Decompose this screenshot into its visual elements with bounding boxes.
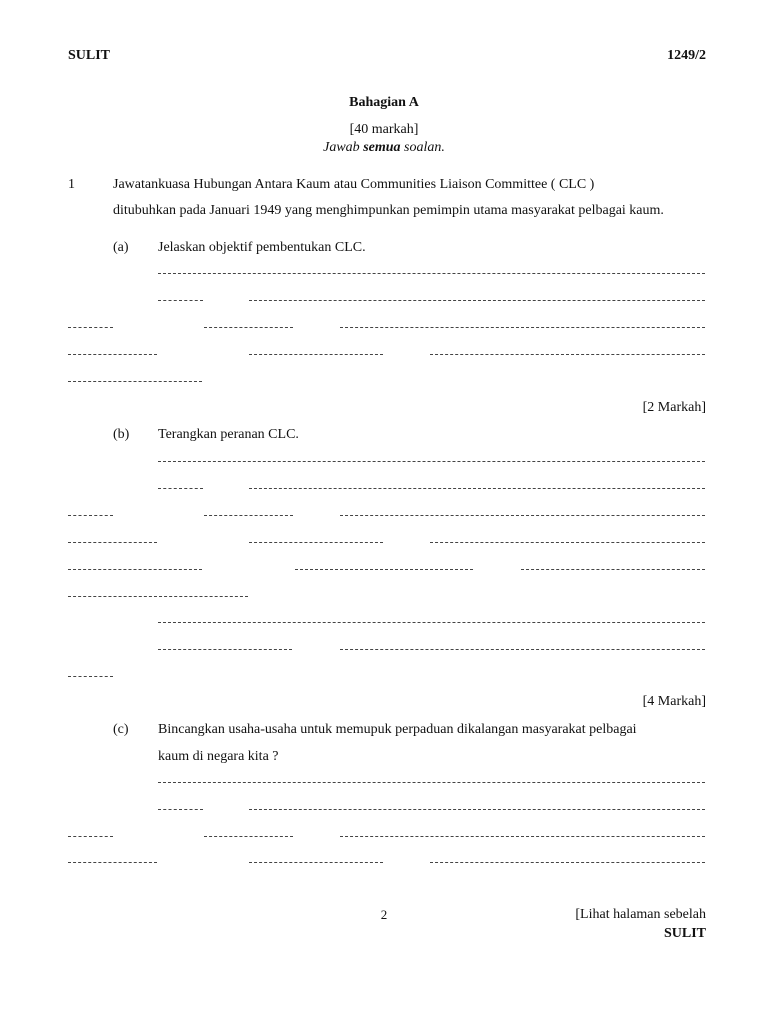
answer-line[interactable] [340,515,705,516]
answer-line[interactable] [68,862,157,863]
answer-line[interactable] [430,862,705,863]
part-a-label: (a) [113,240,129,255]
answer-line[interactable] [158,622,705,623]
answer-line[interactable] [295,569,473,570]
answer-line[interactable] [340,836,705,837]
answer-line[interactable] [430,354,705,355]
answer-line[interactable] [158,488,203,489]
answer-line[interactable] [249,300,705,301]
answer-line[interactable] [68,327,113,328]
answer-line[interactable] [158,809,203,810]
section-marks: [40 markah] [349,122,419,137]
answer-line[interactable] [521,569,705,570]
answer-line[interactable] [158,461,705,462]
answer-line[interactable] [249,809,705,810]
part-c-question-line-1: Bincangkan usaha-usaha untuk memupuk perpaduan dikalangan masyarakat pelbagai [158,722,637,737]
section-title: Bahagian A [349,95,419,110]
answer-line[interactable] [249,862,383,863]
answer-line[interactable] [68,596,248,597]
answer-line[interactable] [204,327,293,328]
part-b-marks: [4 Markah] [642,694,706,709]
question-number: 1 [68,177,75,192]
header-classification: SULIT [68,48,111,63]
section-instruction: Jawab semua soalan. [323,140,445,155]
answer-line[interactable] [249,542,383,543]
answer-line[interactable] [68,542,157,543]
footer-classification: SULIT [663,926,706,941]
answer-line[interactable] [340,649,705,650]
answer-line[interactable] [68,676,113,677]
answer-line[interactable] [204,836,293,837]
answer-line[interactable] [430,542,705,543]
answer-line[interactable] [249,354,383,355]
answer-line[interactable] [68,836,113,837]
answer-line[interactable] [158,300,203,301]
part-c-label: (c) [113,722,129,737]
next-page-note: [Lihat halaman sebelah [575,907,706,922]
question-stem-line-2: ditubuhkan pada Januari 1949 yang menghimpunkan pemimpin utama masyarakat pelbagai kaum. [113,203,664,218]
part-a-marks: [2 Markah] [642,400,706,415]
answer-line[interactable] [68,515,113,516]
part-c-question-line-2: kaum di negara kita ? [158,749,279,764]
part-a-question: Jelaskan objektif pembentukan CLC. [158,240,366,255]
answer-line[interactable] [158,273,705,274]
page-number: 2 [380,907,388,922]
answer-line[interactable] [68,569,202,570]
answer-line[interactable] [158,649,292,650]
answer-line[interactable] [204,515,293,516]
question-stem-line-1: Jawatankuasa Hubungan Antara Kaum atau Communities Liaison Committee ( CLC ) [113,177,595,192]
part-b-question: Terangkan peranan CLC. [158,427,299,442]
answer-line[interactable] [340,327,705,328]
answer-line[interactable] [68,381,202,382]
answer-line[interactable] [158,782,705,783]
answer-line[interactable] [249,488,705,489]
part-b-label: (b) [113,427,130,442]
header-code: 1249/2 [667,48,706,63]
answer-line[interactable] [68,354,157,355]
